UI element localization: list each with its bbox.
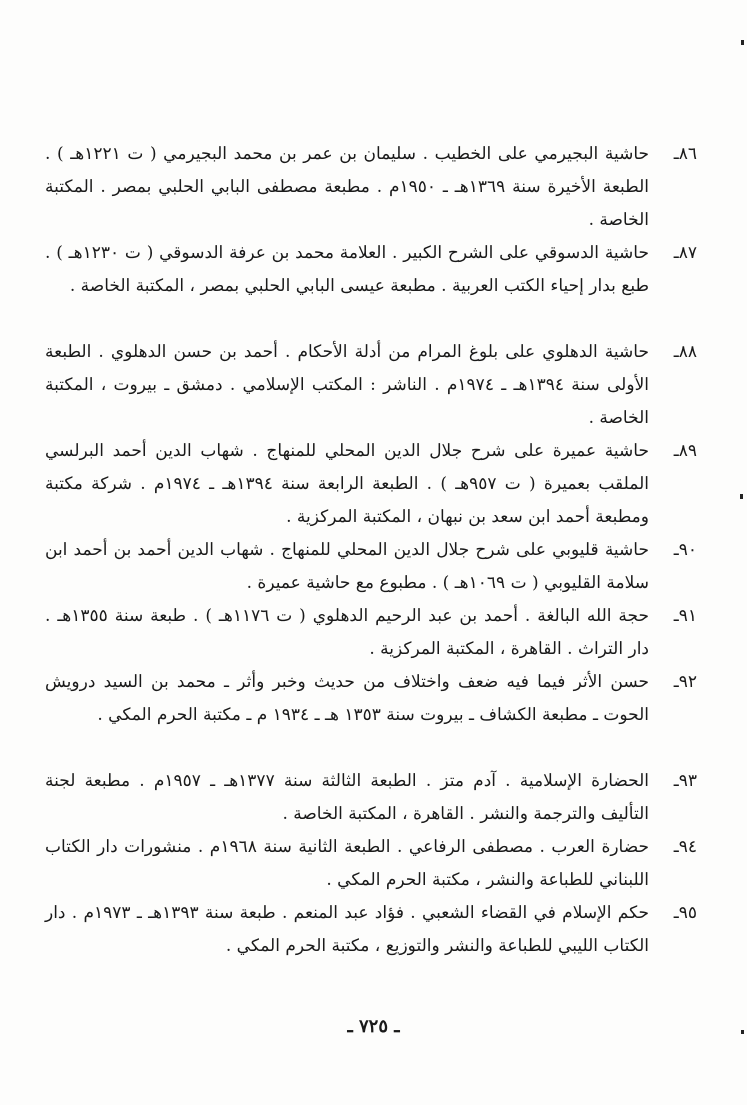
entry-text: حاشية البجيرمي على الخطيب . سليمان بن عمر بن محمد البجيرمي ( ت ١٢٢١هـ ) . الطبعة الأخيرة سنة ١٣٦٩هـ ـ ١٩٥٠م . مطبعة مصطفى البابي الحلبي بمصر . المكتبة الخاصة . <box>45 144 650 230</box>
bibliography-entry-90 <box>45 534 697 600</box>
scan-speck-top <box>741 40 744 45</box>
page-number: ـ ٧٢٥ ـ <box>347 1016 400 1037</box>
bibliography-entry-89 <box>45 435 697 534</box>
bibliography-entry-91 <box>45 600 697 666</box>
entry-text: حاشية الدهلوي على بلوغ المرام من أدلة الأحكام . أحمد بن حسن الدهلوي . الطبعة الأولى سنة ١٣٩٤هـ ـ ١٩٧٤م . الناشر : المكتب الإسلامي . دمشق ـ بيروت ، المكتبة الخاصة . <box>45 342 649 428</box>
bibliography-entry-94 <box>45 831 697 897</box>
entry-text: حاشية عميرة على شرح جلال الدين المحلي للمنهاج . شهاب الدين أحمد البرلسي الملقب بعميرة ( ت ٩٥٧هـ ) . الطبعة الرابعة سنة ١٣٩٤هـ ـ ١٩٧٤م . شركة مكتبة ومطبعة أحمد ابن سعد بن نبهان ، المكتبة المركزية . <box>45 441 650 527</box>
bibliography-entry-86 <box>45 138 697 237</box>
bibliography-entry-87 <box>45 237 697 336</box>
entry-text: حاشية قليوبي على شرح جلال الدين المحلي للمنهاج . شهاب الدين أحمد بن أحمد ابن سلامة القليوبي ( ت ١٠٦٩هـ ) . مطبوع مع حاشية عميرة . <box>45 540 649 593</box>
entry-text: حكم الإسلام في القضاء الشعبي . فؤاد عبد المنعم . طبعة سنة ١٣٩٣هـ ـ ١٩٧٣م . دار الكتاب الليبي للطباعة والنشر والتوزيع ، مكتبة الحرم المكي . <box>45 903 650 956</box>
scan-speck-bottom <box>741 1030 744 1034</box>
entry-text: الحضارة الإسلامية . آدم متز . الطبعة الثالثة سنة ١٣٧٧هـ ـ ١٩٥٧م . مطبعة لجنة التأليف والترجمة والنشر . القاهرة ، المكتبة الخاصة . <box>45 771 649 824</box>
entry-text: حضارة العرب . مصطفى الرفاعي . الطبعة الثانية سنة ١٩٦٨م . منشورات دار الكتاب اللبناني للطباعة والنشر ، مكتبة الحرم المكي . <box>45 837 649 890</box>
bibliography-entry-93 <box>45 765 697 831</box>
entry-number: ٨٦ـ <box>673 144 697 164</box>
entry-number: ٨٧ـ <box>673 243 697 263</box>
entry-number: ٨٨ـ <box>673 342 697 362</box>
bibliography-list <box>45 138 697 963</box>
bibliography-entry-92 <box>45 666 697 765</box>
entry-number: ٩٢ـ <box>673 672 697 692</box>
entry-number: ٩٥ـ <box>673 903 697 923</box>
entry-number: ٨٩ـ <box>673 441 697 461</box>
bibliography-entry-88 <box>45 336 697 435</box>
entry-text: حسن الأثر فيما فيه ضعف واختلاف من حديث وخبر وأثر ـ محمد بن السيد درويش الحوت ـ مطبعة الكشاف ـ بيروت سنة ١٣٥٣ هـ ـ ١٩٣٤ م ـ مكتبة الحرم المكي . <box>45 672 649 725</box>
scan-speck-middle <box>740 494 743 499</box>
entry-text: حجة الله البالغة . أحمد بن عبد الرحيم الدهلوي ( ت ١١٧٦هـ ) . طبعة سنة ١٣٥٥هـ . دار التراث . القاهرة ، المكتبة المركزية . <box>45 606 649 659</box>
bibliography-entry-95 <box>45 897 697 963</box>
entry-text: حاشية الدسوقي على الشرح الكبير . العلامة محمد بن عرفة الدسوقي ( ت ١٢٣٠هـ ) . طبع بدار إحياء الكتب العربية . مطبعة عيسى البابي الحلبي بمصر ، المكتبة الخاصة . <box>45 243 649 296</box>
entry-number: ٩٣ـ <box>673 771 697 791</box>
entry-number: ٩٤ـ <box>673 837 697 857</box>
entry-number: ٩٠ـ <box>673 540 697 560</box>
entry-number: ٩١ـ <box>673 606 697 626</box>
